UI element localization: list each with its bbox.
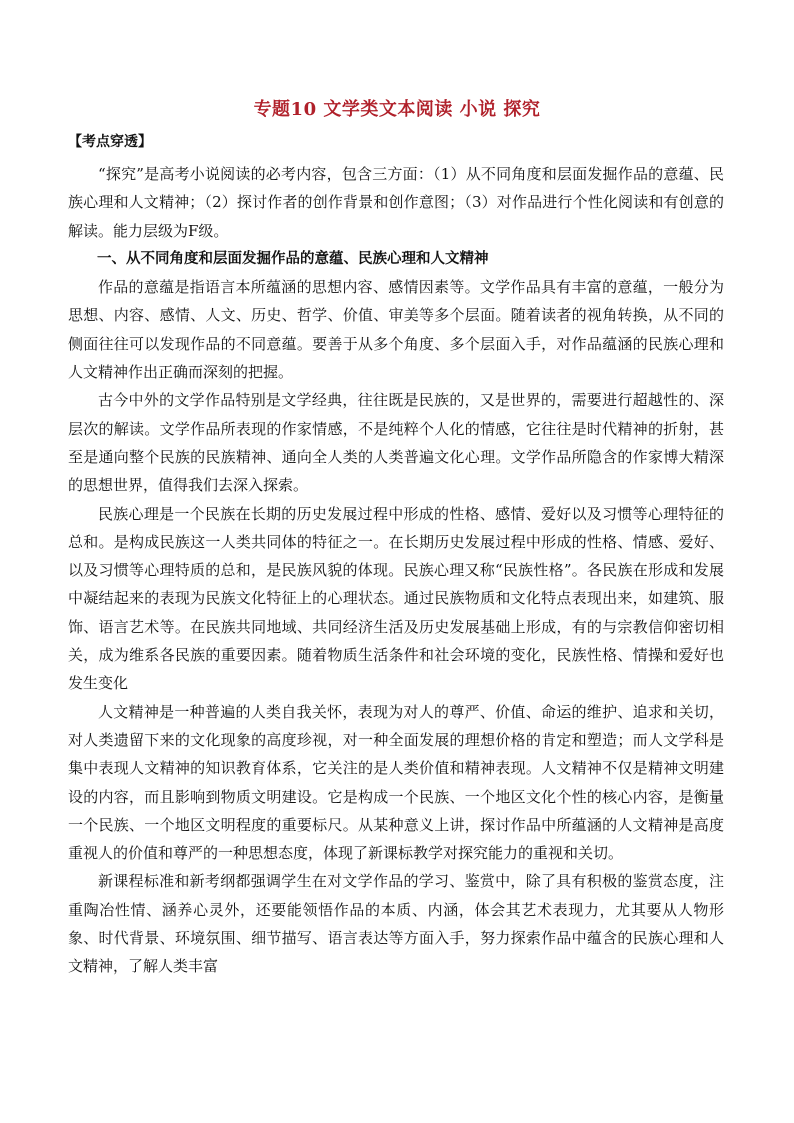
- paragraph-classics: 古今中外的文学作品特别是文学经典，往往既是民族的，又是世界的，需要进行超越性的、深层次的解读。文学作品所表现的作家情感，不是纯粹个人化的情感，它往往是时代精神的折射，甚至是通向整个民族的民族精神、通向全人类的人类普遍文化心理。文学作品所隐含的作家博大精深的思想世界，值得我们去深入探索。: [68, 391, 724, 495]
- paragraph-humanistic-spirit: 人文精神是一种普遍的人类自我关怀，表现为对人的尊严、价值、命运的维护、追求和关切，对人类遗留下来的文化现象的高度珍视，对一种全面发展的理想价格的肯定和塑造；而人文学科是集中表现人文精神的知识教育体系，它关注的是人类价值和精神表现。人文精神不仅是精神文明建设的内容，而且影响到物质文明建设。它是构成一个民族、一个地区文化个性的核心内容，是衡量一个民族、一个地区文明程度的重要标尺。从某种意义上讲，探讨作品中所蕴涵的人文精神是高度重视人的价值和尊严的一种思想态度，体现了新课标教学对探究能力的重视和关切。: [68, 702, 724, 863]
- paragraph-meaning: 作品的意蕴是指语言本所蕴涵的思想内容、感情因素等。文学作品具有丰富的意蕴，一般分为思想、内容、感情、人文、历史、哲学、价值、审美等多个层面。随着读者的视角转换，从不同的侧面往往可以发现作品的不同意蕴。要善于从多个角度、多个层面入手，对作品蕴涵的民族心理和人文精神作出正确而深刻的把握。: [68, 278, 724, 382]
- paragraph-curriculum: 新课程标准和新考纲都强调学生在对文学作品的学习、鉴赏中，除了具有积极的鉴赏态度，注重陶冶性情、涵养心灵外，还要能领悟作品的本质、内涵，体会其艺术表现力，尤其要从人物形象、时代背景、环境氛围、细节描写、语言表达等方面入手，努力探索作品中蕴含的民族心理和人文精神，了解人类丰富: [68, 872, 724, 976]
- document-body: [68, 160, 724, 981]
- document-title: 专题10 文学类文本阅读 小说 探究: [253, 99, 541, 120]
- paragraph-intro: “探究”是高考小说阅读的必考内容，包含三方面：（1）从不同角度和层面发掘作品的意蕴、民族心理和人文精神；（2）探讨作者的创作背景和创作意图；（3）对作品进行个性化阅读和有创意的解读。能力层级为F级。: [68, 165, 724, 240]
- section-heading: 一、从不同角度和层面发掘作品的意蕴、民族心理和人文精神: [97, 249, 489, 267]
- section-label: 【考点穿透】: [68, 134, 152, 150]
- paragraph-national-psychology: 民族心理是一个民族在长期的历史发展过程中形成的性格、感情、爱好以及习惯等心理特征的总和。是构成民族这一人类共同体的特征之一。在长期历史发展过程中形成的性格、情感、爱好、以及习惯等心理特质的总和，是民族风貌的体现。民族心理又称“民族性格”。各民族在形成和发展中凝结起来的表现为民族文化特征上的心理状态。通过民族物质和文化特点表现出来，如建筑、服饰、语言艺术等。在民族共同地域、共同经济生活及历史发展基础上形成，有的与宗教信仰密切相关，成为维系各民族的重要因素。随着物质生活条件和社会环境的变化，民族性格、情操和爱好也发生变化: [68, 504, 724, 693]
